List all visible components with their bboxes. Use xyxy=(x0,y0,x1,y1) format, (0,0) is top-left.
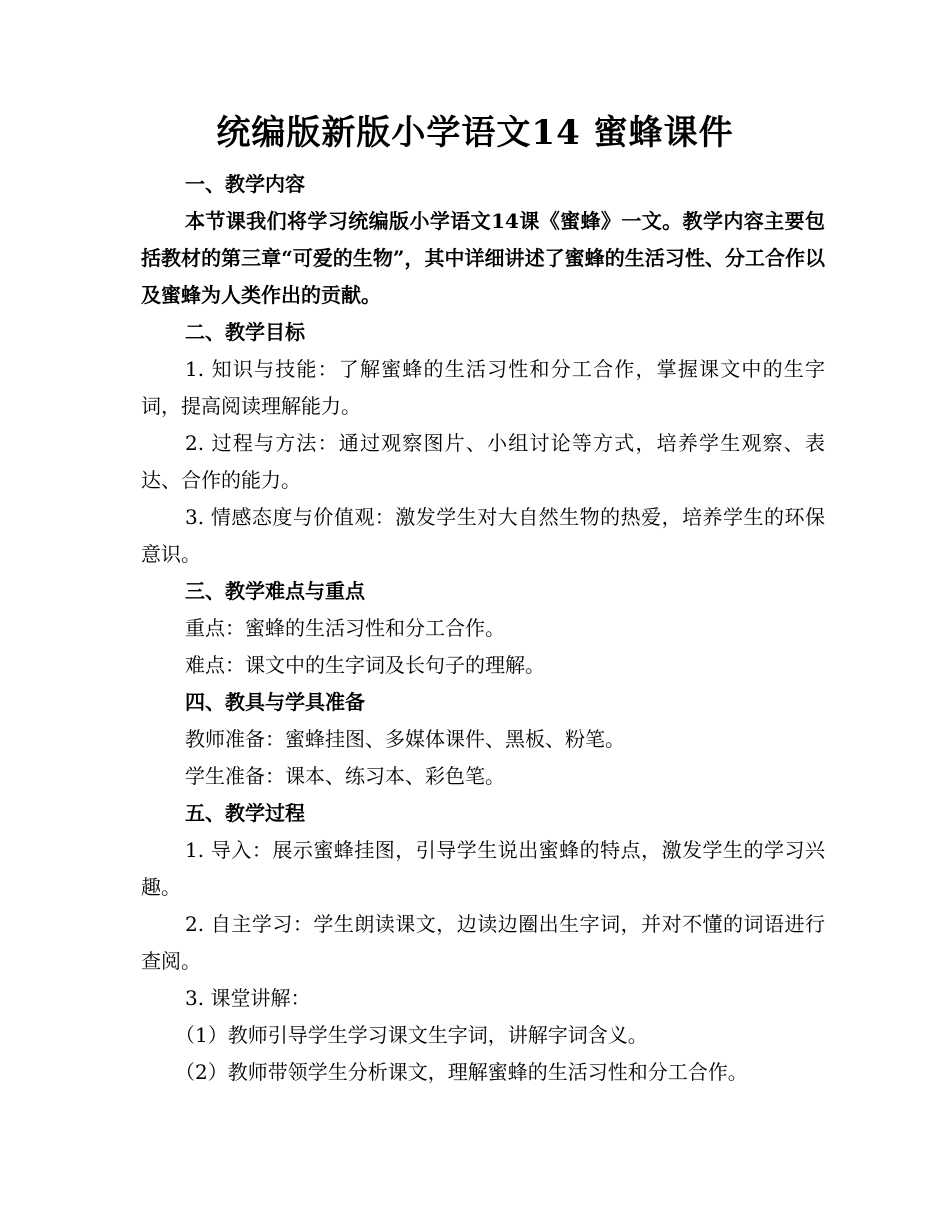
document-title: 统编版新版小学语文14 蜜蜂课件 xyxy=(216,113,734,153)
process-subitem: （1）教师引导学生学习课文生字词，讲解字词含义。 xyxy=(175,1023,648,1047)
process-subitem: （2）教师带领学生分析课文，理解蜜蜂的生活习性和分工合作。 xyxy=(175,1060,748,1084)
section-heading: 五、教学过程 xyxy=(185,801,305,825)
process-item: 1. 导入：展示蜜蜂挂图，引导学生说出蜜蜂的特点，激发学生的学习兴趣。 xyxy=(141,838,825,899)
key-point-item: 重点：蜜蜂的生活习性和分工合作。 xyxy=(185,616,505,640)
section-heading: 三、教学难点与重点 xyxy=(185,579,365,603)
process-item: 2. 自主学习：学生朗读课文，边读边圈出生字词，并对不懂的词语进行查阅。 xyxy=(141,912,825,973)
section-heading: 四、教具与学具准备 xyxy=(185,690,365,714)
objective-item: 1. 知识与技能：了解蜜蜂的生活习性和分工合作，掌握课文中的生字词，提高阅读理解能力。 xyxy=(141,357,825,418)
section-heading: 一、教学内容 xyxy=(185,172,305,196)
objective-item: 3. 情感态度与价值观：激发学生对大自然生物的热爱，培养学生的环保意识。 xyxy=(141,505,825,566)
section-paragraph: 本节课我们将学习统编版小学语文14课《蜜蜂》一文。教学内容主要包括教材的第三章“可爱的生物”，其中详细讲述了蜜蜂的生活习性、分工合作以及蜜蜂为人类作出的贡献。 xyxy=(141,209,825,307)
preparation-item: 教师准备：蜜蜂挂图、多媒体课件、黑板、粉笔。 xyxy=(185,727,625,751)
document-body xyxy=(141,166,825,1091)
preparation-item: 学生准备：课本、练习本、彩色笔。 xyxy=(185,764,505,788)
key-point-item: 难点：课文中的生字词及长句子的理解。 xyxy=(185,653,545,677)
process-item: 3. 课堂讲解： xyxy=(185,986,311,1010)
section-heading: 二、教学目标 xyxy=(185,320,305,344)
objective-item: 2. 过程与方法：通过观察图片、小组讨论等方式，培养学生观察、表达、合作的能力。 xyxy=(141,431,825,492)
